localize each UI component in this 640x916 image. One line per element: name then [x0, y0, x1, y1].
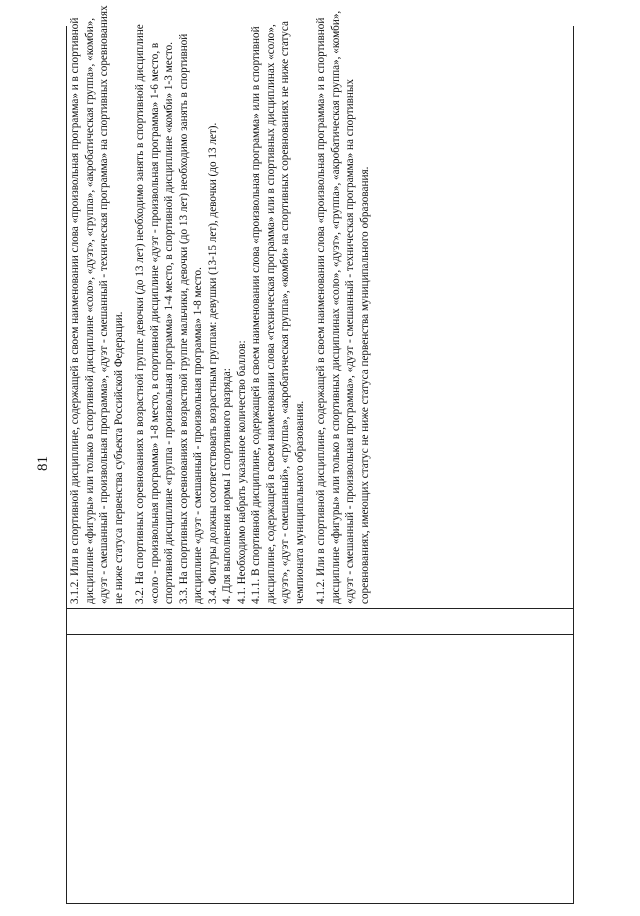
- table-column-divider: [66, 608, 574, 609]
- paragraph-4-1-2: 4.1.2. Или в спортивной дисциплине, содержащей в своем наименовании слова «произвольная программа» и в спортивной дисциплине «фигуры» или только в спортивных дисциплинах «соло», «дуэт», «группа», «акробатическая группа», «комби», «дуэт - смешанный - произвольная программа», «дуэт - смешанный - техническая программа» на спортивных соревнованиях, имеющих статус не ниже статуса первенства муниципального образования.: [315, 10, 371, 604]
- paragraph-3-4: 3.4. Фигуры должны соответствовать возрастным группам: девушки (13-15 лет), девочки (до 13 лет).: [206, 122, 219, 604]
- table-column-divider: [66, 634, 574, 635]
- paragraph-3-3: 3.3. На спортивных соревнованиях в возрастной группе мальчики, девочки (до 13 лет) необходимо занять в спортивной дисциплине «дуэт - смешанный - произвольная программа» 1-8 место.: [177, 33, 204, 604]
- paragraph-3-1-2: 3.1.2. Или в спортивной дисциплине, содержащей в своем наименовании слова «произвольная программа» и в спортивной дисциплине «фигуры» или только в спортивной дисциплине «соло», «дуэт», «группа», «акробатическая группа», «комби», «дуэт - смешанный - произвольная программа», «дуэт - смешанный - техническая программа» на спортивных соревнованиях не ниже статуса первенства субъекта Российской Федерации.: [69, 5, 125, 604]
- table-text-cell: [68, 4, 570, 604]
- paragraph-4-1: 4.1. Необходимо набрать указанное количество баллов:: [235, 340, 248, 604]
- paragraph-4-1-1: 4.1.1. В спортивной дисциплине, содержащей в своем наименовании слова «произвольная программа» или в спортивной дисциплине, содержащей в своем наименовании слова «техническая программа» или в спортивных дисциплинах «соло», «дуэт», «дуэт - смешанный», «группа», «акробатическая группа», «комби» на спортивных соревнованиях не ниже статуса чемпионата муниципального образования.: [250, 21, 306, 604]
- paragraph-3-2: 3.2. На спортивных соревнованиях в возрастной группе девочки (до 13 лет) необходимо занять в спортивной дисциплине «соло - произвольная программа» 1-8 место, в спортивной дисциплине «дуэт - произвольная программа» 1-6 место, в спортивной дисциплине «группа - произвольная программа» 1-4 место, в спортивной дисциплине «комби» 1-3 место.: [134, 24, 175, 604]
- page-number: 81: [35, 456, 51, 471]
- paragraph-4: 4. Для выполнения нормы I спортивного разряда:: [221, 368, 233, 604]
